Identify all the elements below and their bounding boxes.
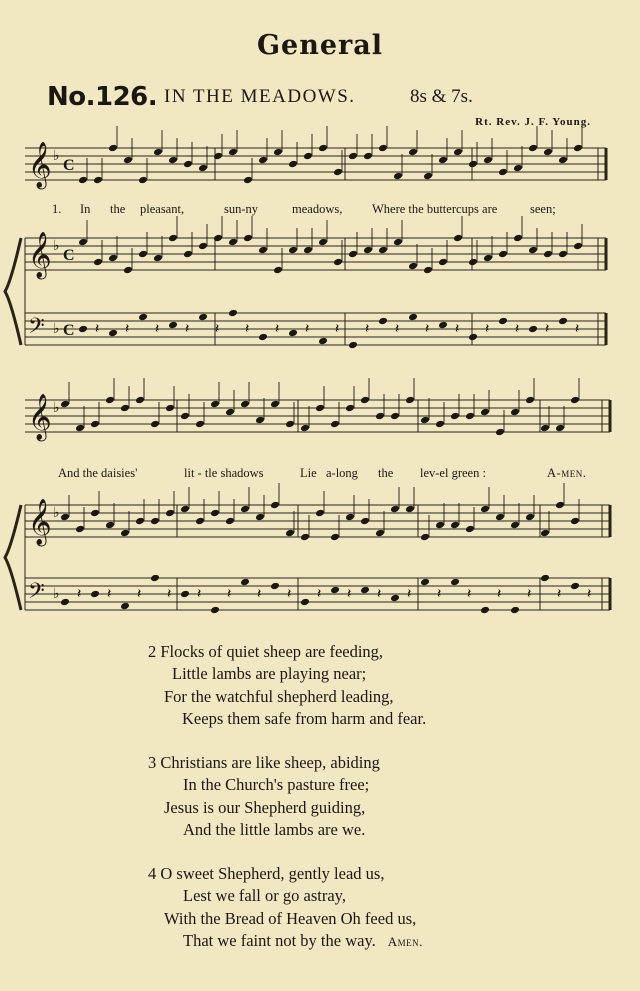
notehead bbox=[348, 152, 358, 161]
notehead bbox=[153, 254, 163, 263]
verse-line: In the Church's pasture free; bbox=[183, 775, 370, 795]
notehead bbox=[288, 246, 298, 255]
notehead bbox=[333, 258, 343, 267]
notehead bbox=[555, 424, 565, 433]
notehead bbox=[438, 258, 448, 267]
notehead bbox=[150, 574, 160, 583]
rest-icon: 𝄽 bbox=[377, 587, 382, 602]
rest-icon: 𝄽 bbox=[527, 587, 532, 602]
notehead bbox=[138, 250, 148, 259]
notehead bbox=[198, 242, 208, 251]
verse-number: 4 bbox=[148, 864, 157, 883]
notehead bbox=[393, 172, 403, 181]
lyric-syllable: the bbox=[378, 466, 394, 480]
notehead bbox=[153, 148, 163, 157]
brace bbox=[5, 505, 21, 610]
lyric-syllable: Lie bbox=[300, 466, 317, 480]
verse-line: Jesus is our Shepherd guiding, bbox=[164, 797, 366, 817]
notehead bbox=[195, 420, 205, 429]
rest-icon: 𝄽 bbox=[485, 322, 490, 337]
rest-icon: 𝄽 bbox=[365, 322, 370, 337]
verse-line: That we faint not by the way. Amen. bbox=[183, 931, 423, 951]
notehead bbox=[555, 501, 565, 510]
flat-icon: ♭ bbox=[53, 401, 60, 416]
notehead bbox=[120, 404, 130, 413]
notehead bbox=[198, 164, 208, 173]
flat-icon: ♭ bbox=[53, 506, 60, 521]
notehead bbox=[198, 313, 208, 322]
notehead bbox=[570, 517, 580, 526]
notehead bbox=[465, 525, 475, 534]
notehead bbox=[150, 517, 160, 526]
notehead bbox=[393, 238, 403, 247]
notehead bbox=[468, 160, 478, 169]
notehead bbox=[528, 246, 538, 255]
notehead bbox=[168, 156, 178, 165]
notehead bbox=[465, 412, 475, 421]
notehead bbox=[228, 309, 238, 318]
lyric-syllable: lev-el green : bbox=[420, 466, 486, 480]
notehead bbox=[210, 606, 220, 615]
notehead bbox=[240, 578, 250, 587]
notehead bbox=[543, 148, 553, 157]
notehead bbox=[180, 590, 190, 599]
notehead bbox=[78, 325, 88, 334]
notehead bbox=[558, 250, 568, 259]
notehead bbox=[273, 266, 283, 275]
rest-icon: 𝄽 bbox=[317, 587, 322, 602]
notehead bbox=[60, 513, 70, 522]
notehead bbox=[270, 400, 280, 409]
notehead bbox=[318, 337, 328, 346]
notehead bbox=[93, 258, 103, 267]
notehead bbox=[303, 152, 313, 161]
rest-icon: 𝄽 bbox=[95, 322, 100, 337]
rest-icon: 𝄽 bbox=[107, 587, 112, 602]
verse-line: Little lambs are playing near; bbox=[172, 664, 367, 684]
rest-icon: 𝄽 bbox=[545, 322, 550, 337]
rest-icon: 𝄽 bbox=[215, 322, 220, 337]
notehead bbox=[420, 533, 430, 542]
notehead bbox=[558, 317, 568, 326]
notehead bbox=[405, 396, 415, 405]
notehead bbox=[75, 525, 85, 534]
notehead bbox=[438, 156, 448, 165]
notehead bbox=[363, 246, 373, 255]
notehead bbox=[375, 529, 385, 538]
notehead bbox=[180, 412, 190, 421]
notehead bbox=[525, 396, 535, 405]
rest-icon: 𝄽 bbox=[287, 587, 292, 602]
notehead bbox=[480, 408, 490, 417]
notehead bbox=[498, 168, 508, 177]
notehead bbox=[210, 509, 220, 518]
flat-icon: ♭ bbox=[53, 322, 60, 337]
lyric-syllable: a-long bbox=[326, 466, 358, 480]
notehead bbox=[360, 586, 370, 595]
verse-line: And the little lambs are we. bbox=[183, 820, 366, 840]
notehead bbox=[360, 517, 370, 526]
notehead bbox=[378, 246, 388, 255]
lyric-syllable: meadows, bbox=[292, 202, 343, 216]
notehead bbox=[348, 341, 358, 350]
notehead bbox=[390, 505, 400, 514]
notehead bbox=[420, 578, 430, 587]
notehead bbox=[408, 313, 418, 322]
rest-icon: 𝄽 bbox=[227, 587, 232, 602]
notehead bbox=[420, 416, 430, 425]
treble-clef-icon: 𝄞 bbox=[28, 142, 52, 188]
notehead bbox=[540, 424, 550, 433]
rest-icon: 𝄽 bbox=[395, 322, 400, 337]
rest-icon: 𝄽 bbox=[185, 322, 190, 337]
notehead bbox=[363, 152, 373, 161]
notehead bbox=[513, 164, 523, 173]
notehead bbox=[408, 148, 418, 157]
bass-clef-icon: 𝄢 bbox=[28, 579, 45, 609]
notehead bbox=[240, 505, 250, 514]
notehead bbox=[258, 156, 268, 165]
lyrics-system-1 bbox=[0, 202, 640, 218]
notehead bbox=[183, 160, 193, 169]
verse-number: 2 bbox=[148, 642, 157, 661]
notehead bbox=[180, 505, 190, 514]
notehead bbox=[510, 408, 520, 417]
notehead bbox=[93, 176, 103, 185]
notehead bbox=[483, 254, 493, 263]
notehead bbox=[318, 238, 328, 247]
verse-line: Keeps them safe from harm and fear. bbox=[182, 709, 427, 729]
rest-icon: 𝄽 bbox=[587, 587, 592, 602]
flat-icon: ♭ bbox=[53, 239, 60, 254]
notehead bbox=[123, 266, 133, 275]
notehead bbox=[495, 513, 505, 522]
rest-icon: 𝄽 bbox=[497, 587, 502, 602]
section-title: General bbox=[256, 30, 384, 61]
notehead bbox=[300, 533, 310, 542]
notehead bbox=[258, 246, 268, 255]
notehead bbox=[108, 144, 118, 153]
verse-line: 2 Flocks of quiet sheep are feeding, bbox=[148, 642, 384, 661]
notehead bbox=[288, 329, 298, 338]
notehead bbox=[408, 262, 418, 271]
rest-icon: 𝄽 bbox=[455, 322, 460, 337]
rest-icon: 𝄽 bbox=[467, 587, 472, 602]
notehead bbox=[255, 416, 265, 425]
verse-number: 3 bbox=[148, 753, 157, 772]
time-signature-icon: C bbox=[63, 247, 75, 264]
notehead bbox=[450, 521, 460, 530]
rest-icon: 𝄽 bbox=[557, 587, 562, 602]
notehead bbox=[375, 412, 385, 421]
notehead bbox=[165, 404, 175, 413]
notehead bbox=[423, 172, 433, 181]
notehead bbox=[453, 234, 463, 243]
notehead bbox=[228, 148, 238, 157]
notehead bbox=[285, 420, 295, 429]
notehead bbox=[135, 517, 145, 526]
notehead bbox=[333, 168, 343, 177]
lyric-syllable: sun-ny bbox=[224, 202, 259, 216]
verse-amen: Amen. bbox=[387, 934, 423, 950]
notehead bbox=[558, 156, 568, 165]
notehead bbox=[348, 250, 358, 259]
notehead bbox=[330, 586, 340, 595]
lyric-syllable: seen; bbox=[530, 202, 556, 216]
lyrics-system-2 bbox=[0, 466, 640, 482]
rest-icon: 𝄽 bbox=[437, 587, 442, 602]
notehead bbox=[270, 501, 280, 510]
notehead bbox=[183, 250, 193, 259]
lyric-syllable: the bbox=[110, 202, 126, 216]
notehead bbox=[453, 148, 463, 157]
notehead bbox=[195, 517, 205, 526]
verse-3 bbox=[148, 752, 380, 842]
notehead bbox=[573, 242, 583, 251]
treble-clef-icon: 𝄞 bbox=[28, 232, 52, 278]
bass-clef-icon: 𝄢 bbox=[28, 314, 45, 344]
rest-icon: 𝄽 bbox=[515, 322, 520, 337]
notehead bbox=[435, 420, 445, 429]
notehead bbox=[243, 176, 253, 185]
rest-icon: 𝄽 bbox=[245, 322, 250, 337]
notehead bbox=[510, 521, 520, 530]
hymn-title: IN THE MEADOWS. bbox=[164, 86, 356, 107]
notehead bbox=[105, 396, 115, 405]
notehead bbox=[108, 254, 118, 263]
notehead bbox=[303, 246, 313, 255]
verse-line: 4 O sweet Shepherd, gently lead us, bbox=[148, 864, 385, 883]
flat-icon: ♭ bbox=[53, 149, 60, 164]
notehead bbox=[378, 317, 388, 326]
notehead bbox=[228, 238, 238, 247]
notehead bbox=[540, 574, 550, 583]
notehead bbox=[498, 250, 508, 259]
notehead bbox=[138, 313, 148, 322]
notehead bbox=[438, 321, 448, 330]
notehead bbox=[390, 594, 400, 603]
notehead bbox=[468, 258, 478, 267]
rest-icon: 𝄽 bbox=[77, 587, 82, 602]
notehead bbox=[525, 513, 535, 522]
notehead bbox=[495, 428, 505, 437]
rest-icon: 𝄽 bbox=[347, 587, 352, 602]
notehead bbox=[528, 144, 538, 153]
notehead bbox=[168, 234, 178, 243]
notehead bbox=[573, 144, 583, 153]
notehead bbox=[468, 333, 478, 342]
hymn-meter: 8s & 7s. bbox=[410, 86, 473, 107]
verse-line: 3 Christians are like sheep, abiding bbox=[148, 753, 380, 772]
composer-credit: Rt. Rev. J. F. Young. bbox=[475, 116, 591, 128]
notehead bbox=[390, 412, 400, 421]
notehead bbox=[123, 156, 133, 165]
notehead bbox=[258, 333, 268, 342]
notehead bbox=[285, 529, 295, 538]
notehead bbox=[345, 513, 355, 522]
notehead bbox=[138, 176, 148, 185]
notehead bbox=[423, 266, 433, 275]
lyric-syllable: And the daisies' bbox=[58, 466, 138, 480]
notehead bbox=[543, 250, 553, 259]
verse-4 bbox=[148, 863, 423, 954]
notehead bbox=[210, 400, 220, 409]
notehead bbox=[105, 521, 115, 530]
brace bbox=[5, 238, 21, 345]
rest-icon: 𝄽 bbox=[155, 322, 160, 337]
notehead bbox=[483, 156, 493, 165]
rest-icon: 𝄽 bbox=[407, 587, 412, 602]
rest-icon: 𝄽 bbox=[197, 587, 202, 602]
notehead bbox=[498, 317, 508, 326]
notehead bbox=[480, 505, 490, 514]
rest-icon: 𝄽 bbox=[575, 322, 580, 337]
verse-2 bbox=[148, 641, 426, 731]
rest-icon: 𝄽 bbox=[167, 587, 172, 602]
notehead bbox=[243, 234, 253, 243]
lyric-syllable: lit - tle shadows bbox=[184, 466, 264, 480]
time-signature-icon: C bbox=[63, 157, 75, 174]
notehead bbox=[273, 148, 283, 157]
notehead bbox=[60, 598, 70, 607]
notehead bbox=[90, 590, 100, 599]
notehead bbox=[165, 509, 175, 518]
notehead bbox=[90, 509, 100, 518]
notehead bbox=[300, 598, 310, 607]
notehead bbox=[90, 420, 100, 429]
treble-clef-icon: 𝄞 bbox=[28, 394, 52, 440]
notehead bbox=[450, 578, 460, 587]
notehead bbox=[435, 521, 445, 530]
notehead bbox=[510, 606, 520, 615]
rest-icon: 𝄽 bbox=[335, 322, 340, 337]
hymn-number: No.126. bbox=[47, 82, 158, 112]
notehead bbox=[255, 513, 265, 522]
notehead bbox=[513, 234, 523, 243]
notehead bbox=[345, 404, 355, 413]
notehead bbox=[75, 424, 85, 433]
notehead bbox=[300, 424, 310, 433]
notehead bbox=[405, 505, 415, 514]
notehead bbox=[360, 396, 370, 405]
notehead bbox=[288, 160, 298, 169]
notehead bbox=[540, 529, 550, 538]
lyric-syllable: In bbox=[80, 202, 91, 216]
notehead bbox=[150, 420, 160, 429]
notehead bbox=[120, 602, 130, 611]
verse-line: For the watchful shepherd leading, bbox=[164, 686, 394, 706]
notehead bbox=[78, 176, 88, 185]
notehead bbox=[120, 529, 130, 538]
notehead bbox=[480, 606, 490, 615]
notehead bbox=[570, 396, 580, 405]
notehead bbox=[450, 412, 460, 421]
notehead bbox=[315, 404, 325, 413]
notehead bbox=[570, 582, 580, 591]
lyric-verse-number: 1. bbox=[52, 202, 62, 216]
notehead bbox=[168, 321, 178, 330]
rest-icon: 𝄽 bbox=[275, 322, 280, 337]
notehead bbox=[315, 509, 325, 518]
notehead bbox=[270, 582, 280, 591]
notehead bbox=[528, 325, 538, 334]
rest-icon: 𝄽 bbox=[425, 322, 430, 337]
verse-line: With the Bread of Heaven Oh feed us, bbox=[164, 908, 417, 928]
rest-icon: 𝄽 bbox=[125, 322, 130, 337]
treble-clef-icon: 𝄞 bbox=[28, 499, 52, 545]
notehead bbox=[318, 144, 328, 153]
rest-icon: 𝄽 bbox=[257, 587, 262, 602]
lyric-syllable: Where the buttercups are bbox=[372, 202, 498, 216]
lyric-amen: A-men. bbox=[547, 466, 587, 480]
verse-line: Lest we fall or go astray, bbox=[183, 886, 346, 906]
lyric-syllable: pleasant, bbox=[140, 202, 185, 216]
flat-icon: ♭ bbox=[53, 587, 60, 602]
notehead bbox=[225, 517, 235, 526]
notehead bbox=[330, 533, 340, 542]
rest-icon: 𝄽 bbox=[137, 587, 142, 602]
notehead bbox=[225, 408, 235, 417]
notehead bbox=[240, 400, 250, 409]
notehead bbox=[135, 396, 145, 405]
time-signature-icon: C bbox=[63, 322, 75, 339]
notehead bbox=[108, 329, 118, 338]
rest-icon: 𝄽 bbox=[305, 322, 310, 337]
notehead bbox=[378, 144, 388, 153]
notehead bbox=[330, 420, 340, 429]
notehead bbox=[60, 400, 70, 409]
notehead bbox=[78, 238, 88, 247]
